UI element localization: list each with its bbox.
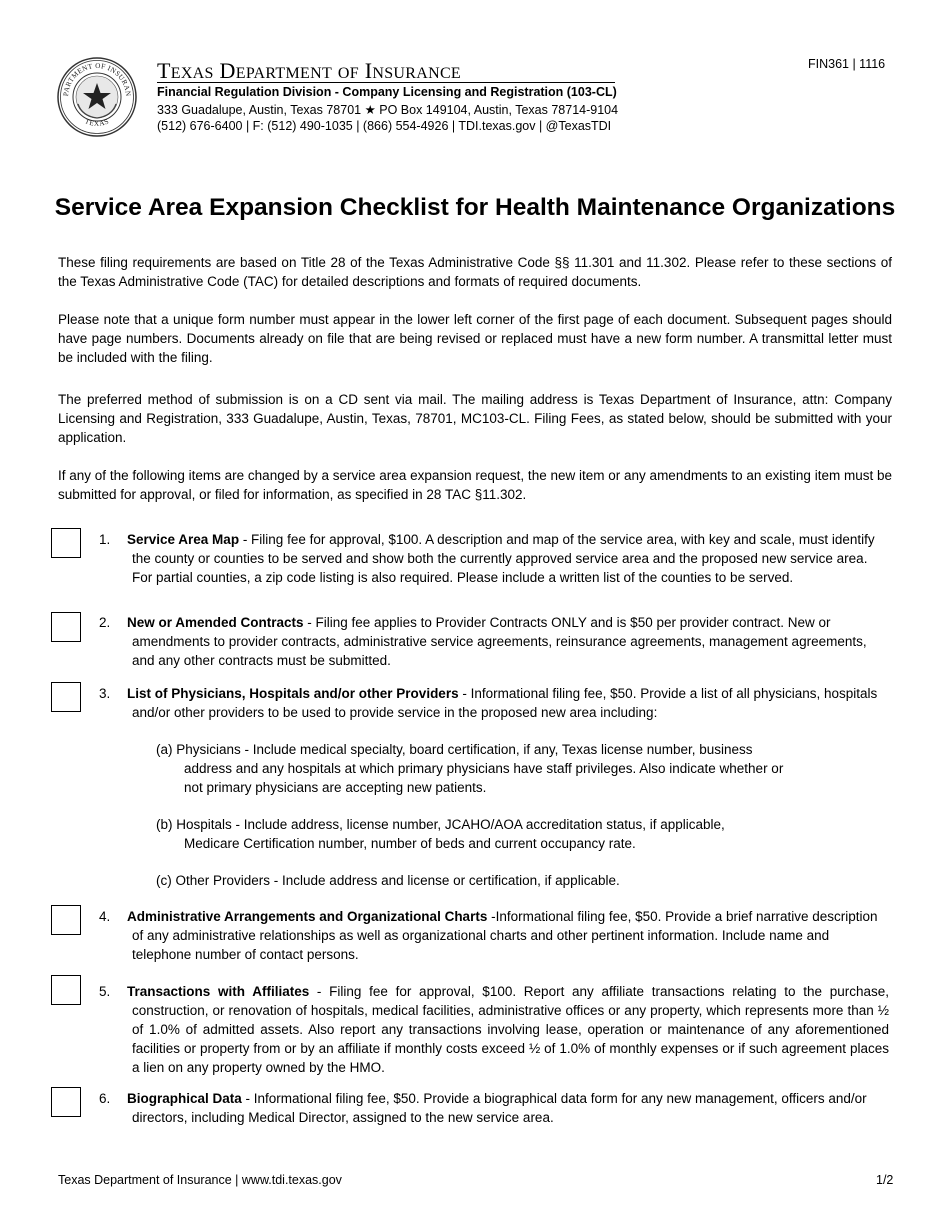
checklist-item xyxy=(99,684,889,722)
checkbox-affiliate-transactions[interactable] xyxy=(51,975,81,1005)
item-number: 5. xyxy=(99,984,111,999)
item-title: Transactions with Affiliates xyxy=(127,984,310,999)
sub-item-physicians: (a) Physicians - Include medical specialty, board certification, if any, Texas license number, business address and any hospitals at which primary physicians have staff privileges. Also indicate whether or not primary physicians are accepting new patients. xyxy=(156,742,784,795)
agency-name: TEXAS DEPARTMENT OF INSURANCE xyxy=(157,58,461,83)
item-number: 2. xyxy=(99,615,111,630)
item-number: 4. xyxy=(99,909,111,924)
item-text: - Filing fee for approval, $100. A description and map of the service area, with key and scale, must identify the county or counties to be served and show both the currently approved service area and the proposed new service area. For partial counties, a zip code listing is also required. Please include a written list of the counties to be served. xyxy=(132,532,875,585)
item-title: Service Area Map xyxy=(127,532,240,547)
footer-agency: Texas Department of Insurance | www.tdi.texas.gov xyxy=(58,1173,342,1187)
item-number: 6. xyxy=(99,1091,111,1106)
item-text: - Informational filing fee, $50. Provide a list of all physicians, hospitals and/or other providers to be used to provide service in the proposed new area including: xyxy=(132,686,878,720)
intro-paragraph: Please note that a unique form number must appear in the lower left corner of the first page of each document. Subsequent pages should have page numbers. Documents already on file that are being revised or replaced must have a new form number. A transmittal letter must be included with the filing. xyxy=(58,312,892,365)
header-divider xyxy=(157,82,615,83)
svg-text:TEXAS: TEXAS xyxy=(83,117,111,128)
checklist-item xyxy=(99,982,889,1077)
item-text: - Filing fee applies to Provider Contracts ONLY and is $50 per provider contract. New or amendments to provider contracts, administrative service agreements, reinsurance agreements, management agreements, and any other contracts must be submitted. xyxy=(132,615,867,668)
item-text: - Informational filing fee, $50. Provide a biographical data form for any new management, officers and/or directors, including Medical Director, assigned to the new service area. xyxy=(132,1091,867,1125)
division-name: Financial Regulation Division - Company Licensing and Registration (103-CL) xyxy=(157,85,617,99)
agency-contact: (512) 676-6400 | F: (512) 490-1035 | (866) 554-4926 | TDI.texas.gov | @TexasTDI xyxy=(157,119,612,133)
intro-paragraph: The preferred method of submission is on a CD sent via mail. The mailing address is Texas Department of Insurance, attn: Company Licensing and Registration, 333 Guadalupe, Austin, Texas, 78701, MC103-CL. Filing Fees, as stated below, should be submitted with your application. xyxy=(58,392,892,445)
svg-text:DEPARTMENT OF INSURANCE: PARTMENT OF INSURAN xyxy=(61,61,133,97)
item-title: New or Amended Contracts xyxy=(127,615,304,630)
checkbox-providers[interactable] xyxy=(51,682,81,712)
item-text: - Filing fee for approval, $100. Report any affiliate transactions relating to the purchase, construction, or renovation of hospitals, medical facilities, administrative offices or any property, which represents more than ½ of 1.0% of admitted assets. Also report any transactions involving lease, operation or maintenance of any aforementioned facilities or property from or by an affiliate if monthly costs exceed ½ of 1.0% of monthly expenses or if such agreement places a lien on any property owned by the HMO. xyxy=(132,984,889,1075)
item-number: 3. xyxy=(99,686,111,701)
checklist-item xyxy=(99,907,889,964)
page-title: Service Area Expansion Checklist for Health Maintenance Organizations xyxy=(54,194,896,221)
page-number: 1/2 xyxy=(876,1173,894,1187)
checkbox-service-area-map[interactable] xyxy=(51,528,81,558)
agency-address: 333 Guadalupe, Austin, Texas 78701 ★ PO Box 149104, Austin, Texas 78714-9104 xyxy=(157,103,619,117)
checklist-item xyxy=(99,613,889,670)
checkbox-biographical-data[interactable] xyxy=(51,1087,81,1117)
item-title: Administrative Arrangements and Organizational Charts xyxy=(127,909,488,924)
item-text: -Informational filing fee, $50. Provide a brief narrative description of any administrative relationships as well as organizational charts and other pertinent information. Include name and telephone number of contact persons. xyxy=(132,909,878,962)
checkbox-admin-arrangements[interactable] xyxy=(51,905,81,935)
sub-item-other-providers: (c) Other Providers - Include address and license or certification, if applicable. xyxy=(156,873,620,888)
seal-icon xyxy=(56,56,138,138)
tdi-seal-logo xyxy=(56,56,138,138)
intro-paragraph: If any of the following items are changed by a service area expansion request, the new item or any amendments to an existing item must be submitted for approval, or filed for information, as specified in 28 TAC §11.302. xyxy=(58,468,892,502)
intro-paragraph: These filing requirements are based on Title 28 of the Texas Administrative Code §§ 11.301 and 11.302. Please refer to these sections of the Texas Administrative Code (TAC) for detailed descriptions and formats of required documents. xyxy=(58,255,892,289)
item-title: Biographical Data xyxy=(127,1091,242,1106)
sub-item-hospitals: (b) Hospitals - Include address, license number, JCAHO/AOA accreditation status, if applicable, Medicare Certification number, number of beds and current occupancy rate. xyxy=(156,817,725,851)
checklist-item xyxy=(99,530,889,587)
checklist-item xyxy=(99,1089,889,1127)
item-number: 1. xyxy=(99,532,111,547)
form-code: FIN361 | 1116 xyxy=(808,57,886,71)
checkbox-contracts[interactable] xyxy=(51,612,81,642)
item-title: List of Physicians, Hospitals and/or other Providers xyxy=(127,686,459,701)
